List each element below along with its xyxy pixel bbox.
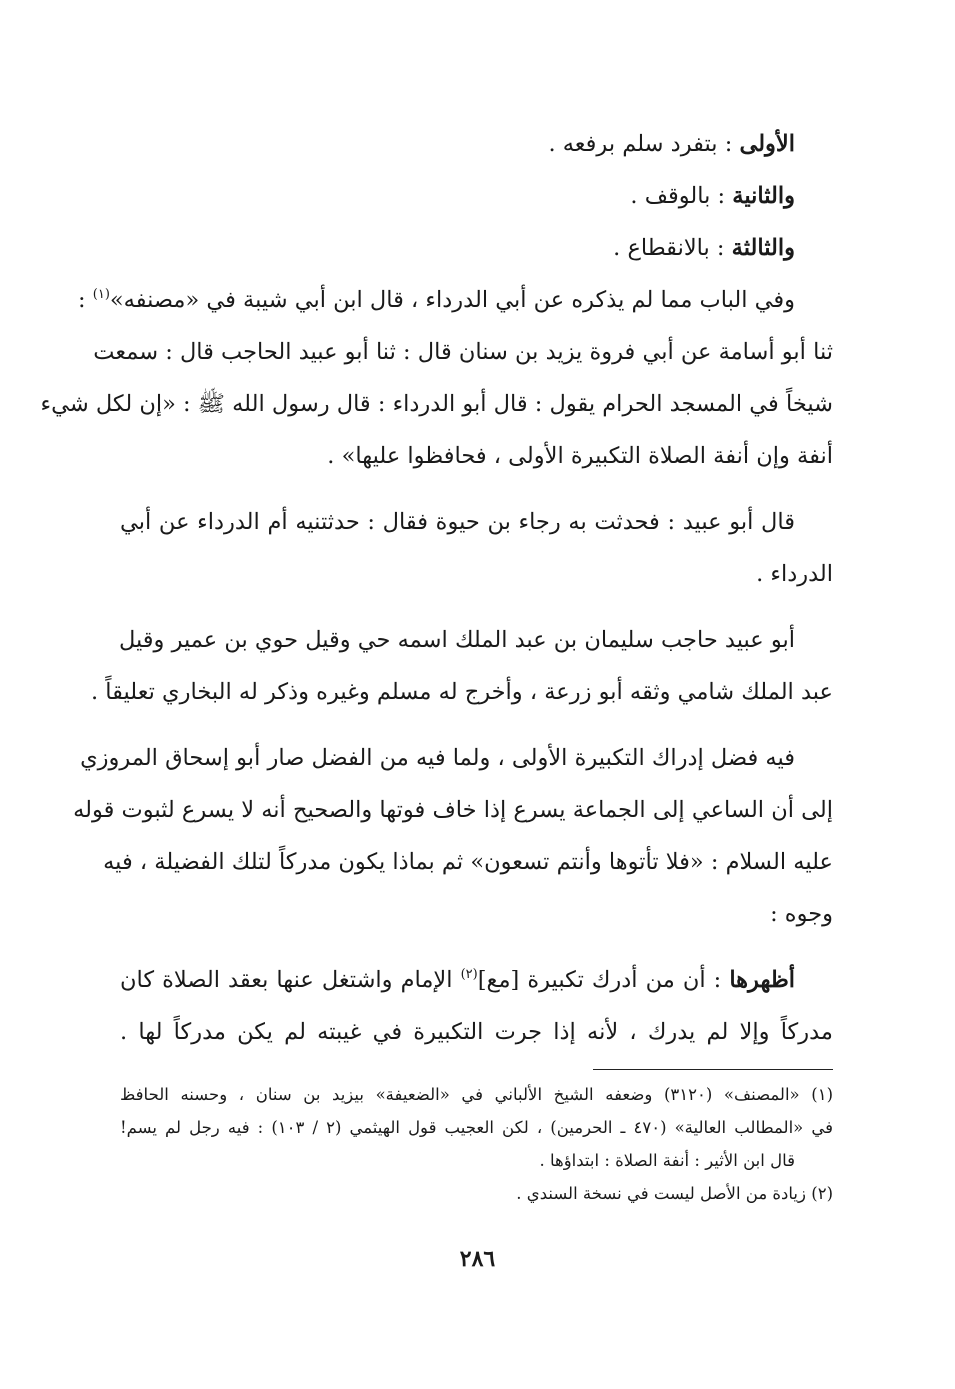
text-line: قال أبو عبيد : فحدثت به رجاء بن حيوة فقال : حدثتنيه أم الدرداء عن أبي [120,509,795,535]
text-line: الدرداء . [756,561,833,587]
text-line: أظهرها : أن من أدرك تكبيرة [مع]$^{(٢)}$ الإمام واشتغل عنها بعقد الصلاة كان [120,967,795,993]
text-line: عبد الملك شامي وثقه أبو زرعة ، وأخرج له مسلم وغيره وذكر له البخاري تعليقاً . [90,679,833,705]
text-line: وجوه : [770,901,833,927]
text-line: شيخاً في المسجد الحرام يقول : قال أبو الدرداء : قال رسول الله ﷺ : «إن لكل شيء [40,391,833,417]
paragraph-third [120,222,833,274]
paragraph-text: : بالانقطاع . [613,235,732,261]
footnote-line: (١) «المصنف» (٣١٢٠) وضعفه الشيخ الألباني في «الضعيفة» بيزيد بن سنان ، وحسنه الحافظ [120,1085,833,1104]
term-label: أظهرها [729,967,795,993]
text-line: ثنا أبو أسامة عن أبي فروة يزيد بن سنان قال : ثنا أبو عبيد الحاجب قال : سمعت [93,339,833,365]
text-line: فيه فضل إدراك التكبيرة الأولى ، ولما فيه من الفضل صار أبو إسحاق المروزي [80,745,795,771]
main-text [40,118,833,1058]
footnote-ref: (٢) [460,967,478,982]
footnote-divider [593,1069,833,1070]
page-number: ٢٨٦ [459,1246,496,1272]
paragraph-second [120,170,833,222]
footnote-ref: (١) [92,287,110,302]
footnote-line: (٢) زيادة من الأصل ليست في نسخة السندي . [516,1184,833,1203]
footnotes [120,1078,833,1210]
paragraph-text: : بالوقف . [630,183,733,209]
paragraph-text: : بتفرد سلم برفعه . [548,131,740,157]
text-line: أبو عبيد حاجب سليمان بن عبد الملك اسمه حي وقيل حوي بن عمير وقيل [118,627,795,653]
text-line: وفي الباب مما لم يذكره عن أبي الدرداء ، قال ابن أبي شيبة في «مصنفه»$^{(١)}$ : [78,287,795,313]
footnote-line: في «المطالب العالية» (٤٧٠ ـ الحرمين) ، لكن العجيب قول الهيثمي (٢ / ١٠٣) : فيه رجل لم يسم! [120,1118,833,1137]
text-line: عليه السلام : «فلا تأتوها وأنتم تسعون» ثم بماذا يكون مدركاً لتلك الفضيلة ، فيه [103,849,833,875]
text-line: مدركاً وإلا لم يدرك ، لأنه إذا جرت التكبيرة في غيبته لم يكن مدركاً لها . [120,1019,833,1045]
term-label: الأولى [739,131,795,157]
term-label: والثالثة [731,235,795,261]
text-line: أنفة وإن أنفة الصلاة التكبيرة الأولى ، فحافظوا عليها» . [327,443,833,469]
term-label: والثانية [732,183,795,209]
text-line: إلى أن الساعي إلى الجماعة يسرع إذا خاف فوتها والصحيح أنه لا يسرع لثبوت قوله [73,797,833,823]
paragraph-first [120,118,833,170]
footnote-line: قال ابن الأثير : أنفة الصلاة : ابتداؤها . [539,1151,795,1170]
